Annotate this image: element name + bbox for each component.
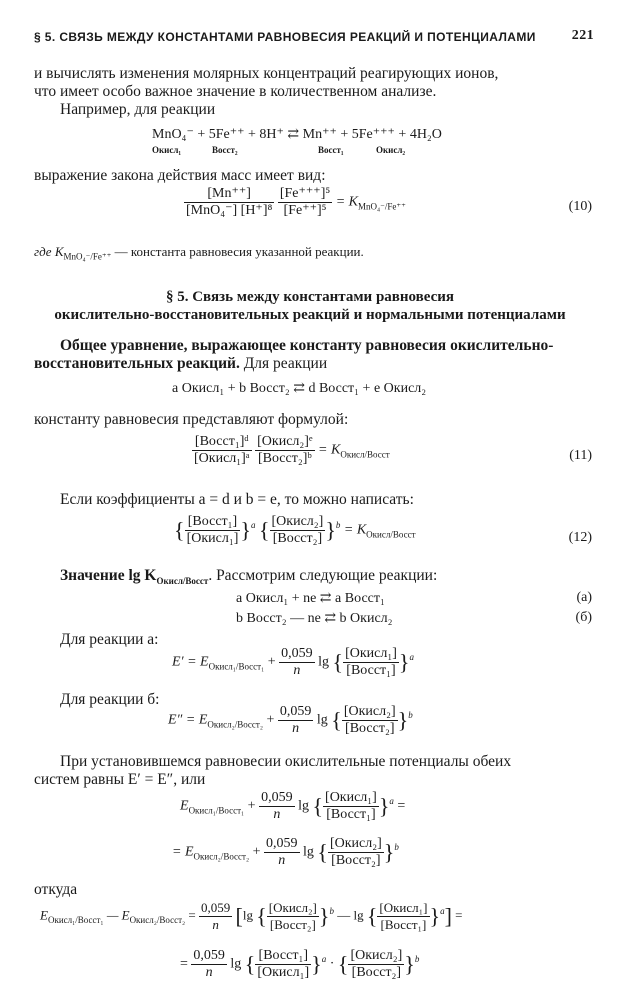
eq12-number: (12): [568, 530, 592, 545]
equation-b: $E'' = E_{Окисл_2/Восст_2}$ + $\frac{0,059}{n}$ lg { $\frac{\text{[Окисл₂]}}{\text{[Восст₂]}}$ }$^b$: [168, 704, 413, 736]
eq11-number: (11): [569, 448, 592, 463]
const-formula-text: константу равновесия представляют формулой:: [34, 411, 349, 428]
equation-10: $\frac{[Mn^{++}]}{\text{[MnO₄⁻] [H⁺]⁸}}$ $\frac{\text{[Fe⁺⁺⁺]⁵}}{\text{[Fe⁺⁺]⁵}}$ = $K_{MnO_4^-/Fe^{++}}$: [186, 186, 406, 218]
general-line-1: Общее уравнение, выражающее константу равновесия окислительно-: [60, 337, 554, 354]
whence-text: откуда: [34, 881, 78, 898]
reaction-b: b Восст₂ — ne ⇄ b Окисл₂: [236, 611, 393, 626]
reaction-1: MnO₄⁻ + 5Fe⁺⁺ + 8H⁺ ⇄ Mn⁺⁺ + 5Fe⁺⁺⁺ + 4H₂O: [152, 127, 442, 142]
eq10-frac1: $\frac{[Mn^{++}]}{\text{[MnO₄⁻] [H⁺]⁸}}$: [186, 186, 273, 218]
if-coefficients-text: Если коэффициенты a = d и b = e, то можно написать:: [60, 491, 414, 508]
intro-line-1: и вычислять изменения молярных концентраций реагирующих ионов,: [34, 65, 499, 82]
reaction-2: a Окисл₁ + b Восст₂ ⇄ d Восст₁ + e Окисл₂: [172, 381, 427, 396]
page-number: 221: [571, 28, 594, 43]
for-reaction-b: Для реакции б:: [60, 691, 160, 708]
equation-final-1: $E_{Окисл_1/Восст_1}$ — $E_{Окисл_2/Восст_2}$ = $\frac{0,059}{n}$ [lg { $\frac{\text{[Окисл₂]}}{\text{[Восст₂]}}$ }$^b$ — lg { $\frac{\text{[Окисл₁]}}{\text{[Восст₁]}}$ }$^a$] =: [40, 900, 463, 932]
reaction-a-number: (a): [576, 590, 592, 605]
eq10-frac2: $\frac{\text{[Fe⁺⁺⁺]⁵}}{\text{[Fe⁺⁺]⁵}}$: [279, 186, 331, 218]
equation-final-2: = $\frac{0,059}{n}$ lg { $\frac{\text{[Восст₁]}}{\text{[Окисл₁]}}$ }$^a$ · { $\frac{\text{[Окисл₂]}}{\text{[Восст₂]}}$ }$^b$: [180, 948, 420, 980]
section-heading-2: окислительно-восстановительных реакций и нормальными потенциалами: [54, 307, 566, 323]
label-ox1: Окисл₁: [152, 145, 182, 155]
general-line-2: восстановительных реакций. Для реакции: [34, 355, 328, 372]
intro-line-2: что имеет особо важное значение в количественном анализе.: [34, 83, 437, 100]
equation-a: $E' = E_{Окисл_1/Восст_1}$ + $\frac{0,059}{n}$ lg { $\frac{\text{[Окисл₁]}}{\text{[Восст₁]}}$ }$^a$: [172, 646, 414, 678]
label-red1: Восст₁: [318, 145, 344, 155]
value-lg-line: Значение $\lg K_{Окисл/Восст}$. Рассмотрим следующие реакции:: [60, 567, 438, 587]
equilibrium-line-1: При установившемся равновесии окислительные потенциалы обеих: [60, 753, 512, 770]
reaction-b-number: (б): [575, 610, 592, 625]
reaction-a: a Окисл₁ + ne ⇄ a Восст₁: [236, 591, 385, 606]
equilibrium-line-2: систем равны E′ = E″, или: [34, 771, 206, 788]
for-reaction-a: Для реакции а:: [60, 631, 159, 648]
where-line: где $K_{MnO_4^-/Fe^{++}}$ — константа равновесия указанной реакции.: [34, 244, 364, 262]
equation-equilibrium-1: $E_{Окисл_1/Восст_1}$ + $\frac{0,059}{n}$ lg { $\frac{\text{[Окисл₁]}}{\text{[Восст₁]}}$ }$^a$ =: [180, 790, 406, 822]
mass-action-text: выражение закона действия масс имеет вид:: [34, 167, 326, 184]
label-red2: Восст₂: [212, 145, 238, 155]
intro-line-3: Например, для реакции: [60, 101, 216, 118]
section-heading-1: § 5. Связь между константами равновесия: [165, 289, 455, 305]
equation-11: $\frac{\text{[Восст₁]ᵈ}}{\text{[Окисл₁]ᵃ}}$ $\frac{\text{[Окисл₂]ᵉ}}{\text{[Восст₂]ᵇ}}$ = $K_{Окисл/Восст}$: [194, 434, 390, 466]
running-header: [34, 30, 594, 44]
equation-equilibrium-2: = $E_{Окисл_2/Восст_2}$ + $\frac{0,059}{n}$ lg { $\frac{\text{[Окисл₂]}}{\text{[Восст₂]}}$ }$^b$: [172, 836, 399, 868]
eq10-number: (10): [568, 199, 592, 214]
label-ox2: Окисл₂: [376, 145, 406, 155]
equation-12: { $\frac{\text{[Восст₁]}}{\text{[Окисл₁]}}$ }$^a$ { $\frac{\text{[Окисл₂]}}{\text{[Восст₂]}}$ }$^b = K_{Окисл/Восст}$: [174, 514, 416, 546]
header-title: § 5. СВЯЗЬ МЕЖДУ КОНСТАНТАМИ РАВНОВЕСИЯ РЕАКЦИЙ И ПОТЕНЦИАЛАМИ: [34, 30, 536, 44]
